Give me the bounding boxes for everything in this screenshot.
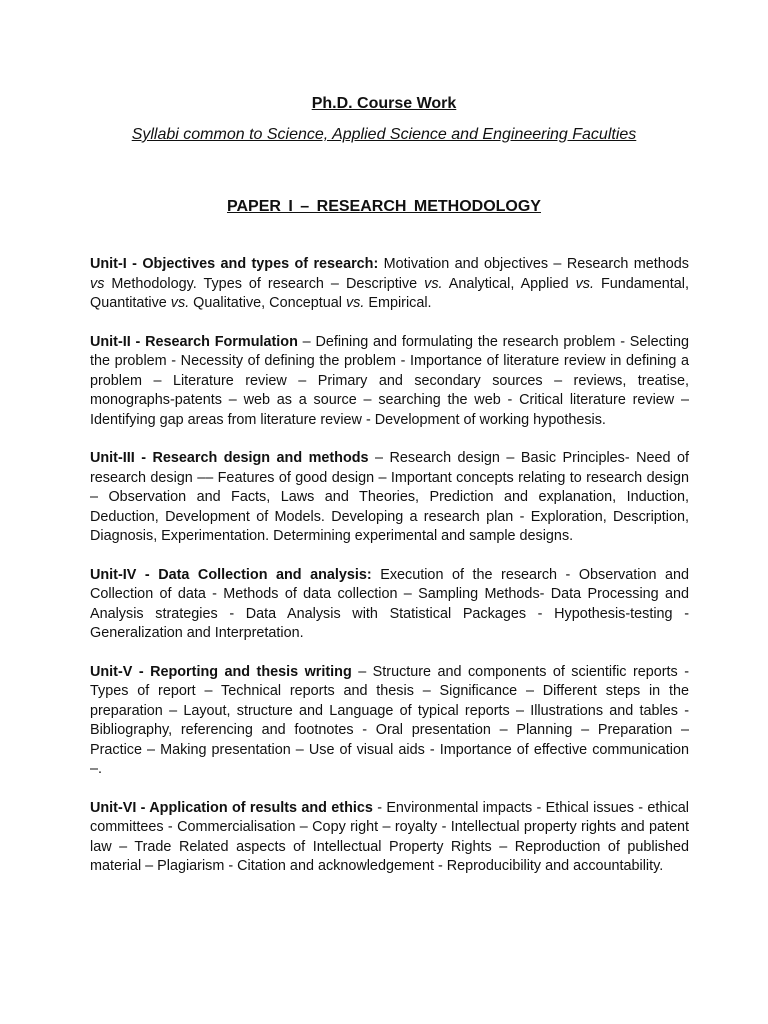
unit-1-text: Motivation and objectives – Research methods: [378, 256, 689, 272]
unit-5-text: – Structure and components of scientific reports - Types of report – Technical reports and thesis – Significance – Different steps in the preparation – Layout, structure and Language of typical reports – Illustrations and tables - Bibliography, referencing and footnotes - Oral presentation – Planning – Preparation – Practice – Making presentation – Use of visual aids - Importance of effective communication –.: [90, 663, 689, 777]
unit-6-text: - Environmental impacts - Ethical issues - ethical committees - Commercialisation – Copy right – royalty - Intellectual property rights and patent law – Trade Related aspects of Intellectual Property Rights – Reproduction of published material – Plagiarism - Citation and acknowledgement - Reproducibility and accountability.: [90, 799, 690, 874]
unit-1-text-vs: vs.: [575, 275, 594, 292]
unit-1-text-vs: vs: [90, 275, 105, 292]
unit-1-text: Empirical.: [364, 295, 432, 311]
unit-3-heading: Unit-III - Research design and methods: [90, 450, 369, 466]
unit-3-text: – Research design – Basic Principles- Need of research design –– Features of good design – Important concepts relating to research design – Observation and Facts, Laws and Theories, Prediction and explanation, Induction, Deduction, Development of Models. Developing a research plan - Exploration, Description, Diagnosis, Experimentation. Determining experimental and sample designs.: [90, 450, 689, 544]
unit-3: [90, 449, 689, 547]
unit-1-text: Fundamental, Quantitative: [90, 275, 689, 311]
unit-5-heading: Unit-V - Reporting and thesis writing: [90, 663, 352, 680]
unit-2-heading: Unit-II - Research Formulation: [90, 333, 298, 350]
document-subtitle: Syllabi common to Science, Applied Science and Engineering Faculties: [131, 126, 637, 143]
unit-6-heading: Unit-VI - Application of results and ethics: [90, 799, 373, 816]
unit-1-heading: Unit-I - Objectives and types of research:: [90, 256, 379, 272]
document-title: Ph.D. Course Work: [311, 95, 457, 112]
unit-5: [90, 663, 689, 780]
unit-1-text: Qualitative, Conceptual: [189, 295, 346, 311]
paper-title: PAPER I – RESEARCH METHODOLOGY: [227, 198, 541, 215]
unit-2: [90, 333, 689, 431]
unit-2-text: – Defining and formulating the research problem - Selecting the problem - Necessity of defining the problem - Importance of literature review in defining a problem – Literature review – Primary and secondary sources – reviews, treatise, monographs-patents – web as a source – searching the web - Critical literature review – Identifying gap areas from literature review - Development of working hypothesis.: [90, 333, 689, 428]
units-section: [90, 255, 689, 896]
unit-1-text: Methodology. Types of research – Descriptive: [104, 275, 425, 292]
unit-4: [90, 566, 689, 644]
unit-1-text-vs: vs.: [424, 275, 443, 292]
unit-1-text-vs: vs.: [345, 295, 365, 311]
unit-1: [90, 255, 689, 314]
unit-1-text-vs: vs.: [170, 295, 190, 311]
unit-1-text: Analytical, Applied: [442, 275, 576, 292]
unit-6: [90, 799, 689, 877]
unit-4-text: Execution of the research - Observation and Collection of data - Methods of data collection – Sampling Methods- Data Processing and Analysis strategies - Data Analysis with Statistical Packages - Hypothesis-testing - Generalization and Interpretation.: [90, 566, 689, 641]
unit-4-heading: Unit-IV - Data Collection and analysis:: [90, 566, 372, 583]
